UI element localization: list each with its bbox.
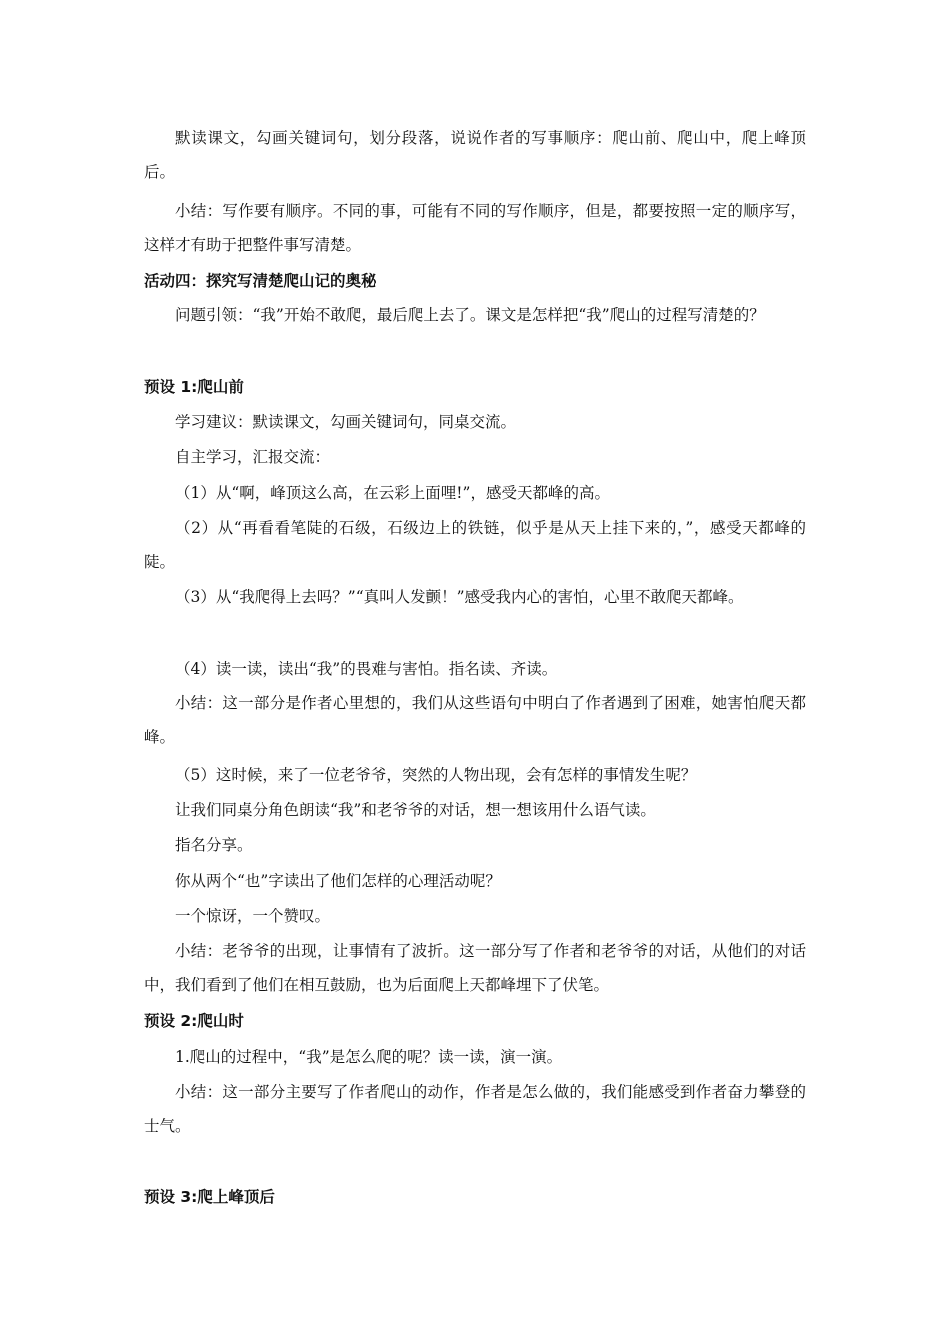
paragraph-summary-climbing: 小结：这一部分主要写了作者爬山的动作，作者是怎么做的，我们能感受到作者奋力攀登的士气。 [144, 1083, 806, 1135]
list-item-1: （1）从“啊，峰顶这么高，在云彩上面哩!”，感受天都峰的高。 [175, 484, 610, 502]
paragraph-question-guide: 问题引领：“我”开始不敢爬，最后爬上去了。课文是怎样把“我”爬山的过程写清楚的？ [175, 306, 765, 324]
paragraph-study-suggestion: 学习建议：默读课文，勾画关键词句，同桌交流。 [175, 413, 517, 431]
paragraph-summary-fear: 小结：这一部分是作者心里想的，我们从这些语句中明白了作者遇到了困难，她害怕爬天都峰。 [144, 694, 806, 746]
paragraph-answer: 一个惊讶，一个赞叹。 [175, 907, 331, 925]
list-item-3: （3）从“我爬得上去吗？”“真叫人发颤！”感受我内心的害怕，心里不敢爬天都峰。 [175, 588, 744, 606]
paragraph-climbing-how: 1.爬山的过程中，“我”是怎么爬的呢？读一读，演一演。 [175, 1048, 563, 1066]
paragraph-question-ye: 你从两个“也”字读出了他们怎样的心理活动呢？ [175, 872, 501, 890]
heading-activity-four: 活动四：探究写清楚爬山记的奥秘 [144, 272, 377, 290]
heading-preset-1: 预设 1:爬山前 [144, 378, 244, 396]
paragraph-summary-grandpa: 小结：老爷爷的出现，让事情有了波折。这一部分写了作者和老爷爷的对话，从他们的对话中，我们看到了他们在相互鼓励，也为后面爬上天都峰埋下了伏笔。 [144, 942, 806, 994]
paragraph-self-study: 自主学习，汇报交流： [175, 448, 331, 466]
heading-preset-2: 预设 2:爬山时 [144, 1012, 244, 1030]
paragraph-reading-order: 默读课文，勾画关键词句，划分段落，说说作者的写事顺序：爬山前、爬山中，爬上峰顶后。 [144, 129, 806, 181]
paragraph-summary-order: 小结：写作要有顺序。不同的事，可能有不同的写作顺序，但是，都要按照一定的顺序写，这样才有助于把整件事写清楚。 [144, 202, 806, 254]
paragraph-role-reading: 让我们同桌分角色朗读“我”和老爷爷的对话，想一想该用什么语气读。 [175, 801, 656, 819]
list-item-2: （2）从“再看看笔陡的石级，石级边上的铁链，似乎是从天上挂下来的，”，感受天都峰的陡。 [144, 519, 806, 571]
paragraph-share: 指名分享。 [175, 836, 253, 854]
heading-preset-3: 预设 3:爬上峰顶后 [144, 1188, 275, 1206]
list-item-5: （5）这时候，来了一位老爷爷，突然的人物出现，会有怎样的事情发生呢？ [175, 766, 697, 784]
list-item-4: （4）读一读，读出“我”的畏难与害怕。指名读、齐读。 [175, 660, 558, 678]
